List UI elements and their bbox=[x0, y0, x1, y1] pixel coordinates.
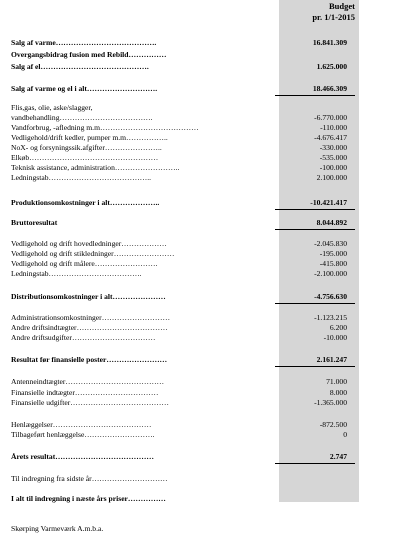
row-label: Henlæggelser………………………………… bbox=[11, 420, 152, 429]
row-label: Elkøb…………………………………………… bbox=[11, 153, 159, 162]
row-label: I alt til indregning i næste års priser…………… bbox=[11, 494, 166, 503]
row-value: -195.000 bbox=[319, 249, 347, 258]
row-value: -1.123.215 bbox=[314, 313, 347, 322]
row-value: -4.756.630 bbox=[314, 292, 347, 301]
row-label: Andre driftsudgifter…………………………… bbox=[11, 333, 156, 342]
row-label: Vandforbrug, -afledning m.m………………………………… bbox=[11, 123, 199, 132]
total-underline bbox=[275, 463, 355, 464]
row-label: Salg af varme…………………………………. bbox=[11, 38, 157, 47]
row-value: 8.044.892 bbox=[316, 218, 347, 227]
row-value: 1.625.000 bbox=[316, 62, 347, 71]
row-label: Ledningstab………………………………….. bbox=[11, 173, 152, 182]
row-value: -10.000 bbox=[323, 333, 347, 342]
row-label: Distributionsomkostninger i alt………………… bbox=[11, 292, 166, 301]
row-label: Vedligehold/drift kedler, pumper m.m…………….. bbox=[11, 133, 168, 142]
row-label: Til indregning fra sidste år………………………… bbox=[11, 474, 168, 483]
row-label: Salg af el……………………………………. bbox=[11, 62, 149, 71]
row-value: -10.421.417 bbox=[310, 198, 347, 207]
row-value: -100.000 bbox=[319, 163, 347, 172]
row-value: 0 bbox=[343, 430, 347, 439]
row-label: Tilbageført henlæggelse………………………. bbox=[11, 430, 155, 439]
row-value: -6.770.000 bbox=[314, 113, 347, 122]
row-label: Teknisk assistance, administration…………………….. bbox=[11, 163, 180, 172]
row-value: 16.841.309 bbox=[312, 38, 347, 47]
row-label: Resultat før finansielle poster…………………… bbox=[11, 355, 168, 364]
row-label: Finansielle indtægter…………………………… bbox=[11, 388, 159, 397]
row-value: -2.045.830 bbox=[314, 239, 347, 248]
row-value: 8.000 bbox=[329, 388, 347, 397]
row-value: -2.100.000 bbox=[314, 269, 347, 278]
row-label: Vedligehold og drift målere……………………. bbox=[11, 259, 158, 268]
row-label: vandbehandling………………………………. bbox=[11, 113, 153, 122]
total-underline bbox=[275, 303, 355, 304]
row-value: 18.466.309 bbox=[312, 84, 347, 93]
total-underline bbox=[275, 229, 355, 230]
row-label: Overgangsbidrag fusion med Rebild…………… bbox=[11, 50, 167, 59]
row-label: Administrationsomkostninger……………………… bbox=[11, 313, 171, 322]
row-label: Andre driftsindtægter……………………………… bbox=[11, 323, 168, 332]
row-label: Ledningstab………………………………. bbox=[11, 269, 142, 278]
row-label: Vedligehold og drift stikledninger…………………… bbox=[11, 249, 175, 258]
total-underline bbox=[275, 95, 355, 96]
row-label: Salg af varme og el i alt………………………. bbox=[11, 84, 158, 93]
company-footer: Skørping Varmeværk A.m.b.a. bbox=[11, 524, 104, 533]
row-label: Produktionsomkostninger i alt……………….. bbox=[11, 198, 160, 207]
row-value: -110.000 bbox=[320, 123, 347, 132]
row-label: Årets resultat………………………………… bbox=[11, 452, 154, 461]
row-label: Flis,gas, olie, aske/slagger, bbox=[11, 103, 93, 112]
row-value: -1.365.000 bbox=[314, 398, 347, 407]
row-value: 71.000 bbox=[326, 377, 347, 386]
row-value: 2.161.247 bbox=[316, 355, 347, 364]
row-label: Vedligehold og drift hovedledninger……………… bbox=[11, 239, 167, 248]
row-value: -4.676.417 bbox=[314, 133, 347, 142]
row-label: Antenneindtægter………………………………… bbox=[11, 377, 165, 386]
row-value: 2.100.000 bbox=[316, 173, 347, 182]
row-value: -330.000 bbox=[319, 143, 347, 152]
total-underline bbox=[275, 209, 355, 210]
row-value: -872.500 bbox=[319, 420, 347, 429]
header-period: pr. 1/1-2015 bbox=[312, 12, 355, 22]
row-label: NoX- og forsyningssik.afgifter………………….. bbox=[11, 143, 162, 152]
row-value: -535.000 bbox=[319, 153, 347, 162]
row-value: -415.800 bbox=[319, 259, 347, 268]
row-value: 2.747 bbox=[329, 452, 347, 461]
header-budget: Budget bbox=[329, 1, 355, 11]
total-underline bbox=[275, 366, 355, 367]
row-label: Finansielle udgifter………………………………… bbox=[11, 398, 169, 407]
row-label: Bruttoresultat bbox=[11, 218, 58, 227]
row-value: 6.200 bbox=[329, 323, 347, 332]
